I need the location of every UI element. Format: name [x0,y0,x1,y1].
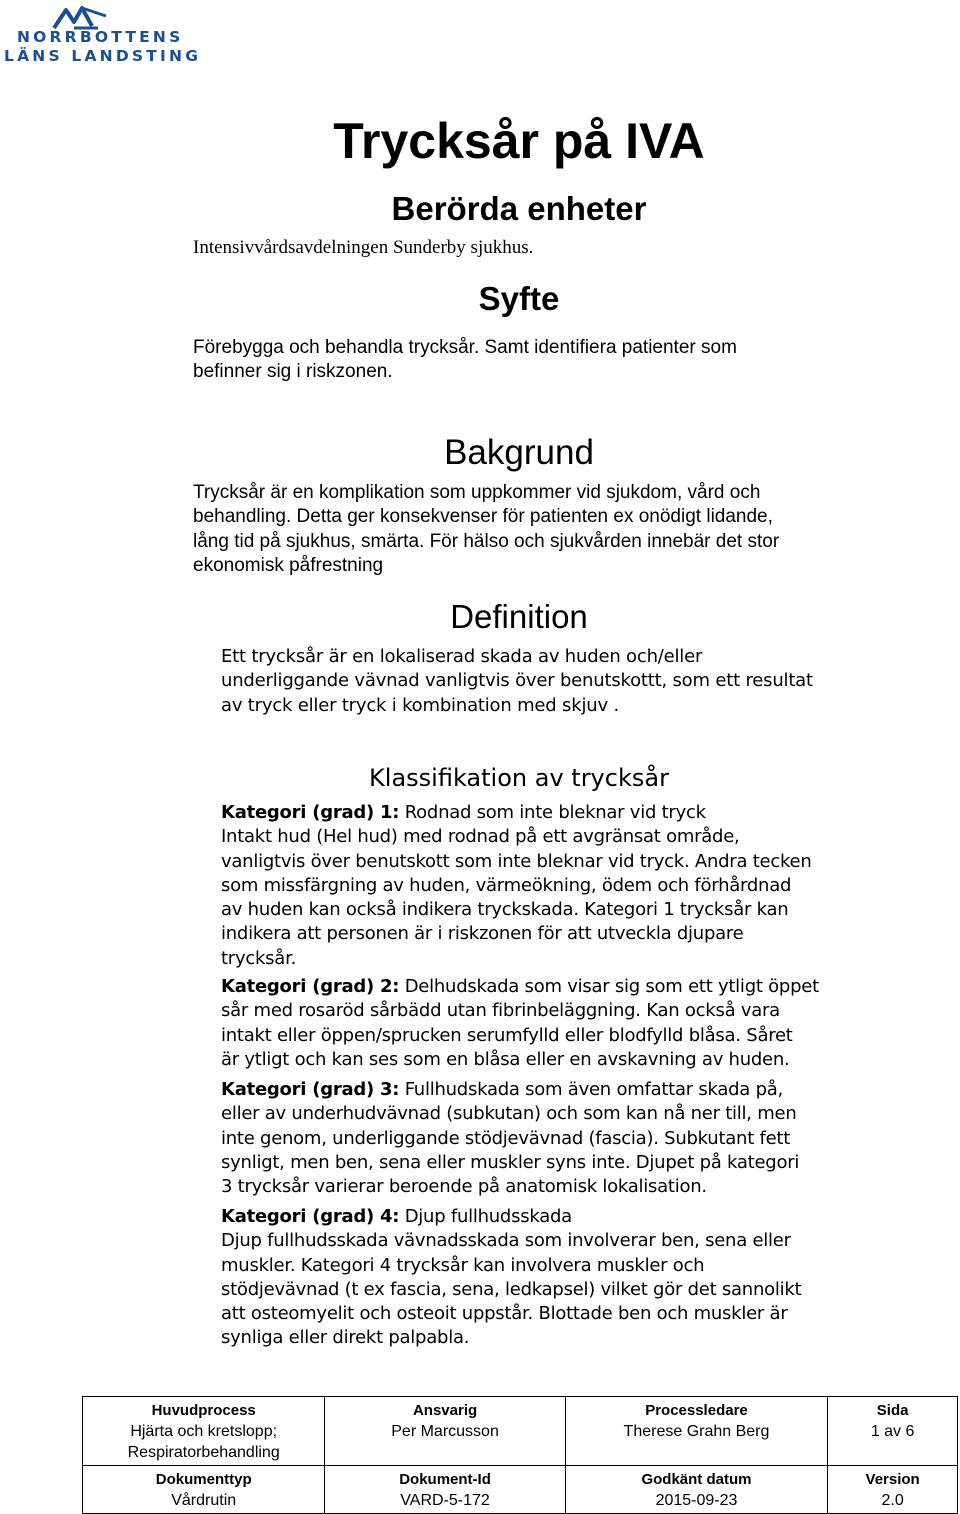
kategori-4-line: synliga eller direkt palpabla. [221,1327,470,1349]
kategori-3-label: Kategori (grad) 3: [221,1079,400,1100]
kategori-3-line: synligt, men ben, sena eller muskler syns inte. Djupet på kategori [221,1151,800,1173]
footer-processledare-label: Processledare [645,1402,748,1419]
kategori-2-block [221,975,851,1072]
page-title: Trycksår på IVA [333,113,705,169]
footer-sida-label: Sida [876,1402,909,1419]
berorda-text: Intensivvårdsavdelningen Sunderby sjukhus. [193,237,534,258]
syfte-line: Förebygga och behandla trycksår. Samt identifiera patienter som [193,337,737,358]
footer-sida-cell [828,1397,958,1466]
kategori-2-label: Kategori (grad) 2: [221,976,400,997]
kategori-1-label: Kategori (grad) 1: [221,802,400,823]
definition-line: av tryck eller tryck i kombination med skjuv . [221,694,619,716]
kategori-1-block [221,801,851,971]
footer-sida-value: 1 av 6 [870,1423,915,1440]
footer-dokumentid-cell [325,1466,565,1514]
footer-dokumentid-value: VARD-5-172 [400,1492,490,1509]
footer-processledare-cell [565,1397,828,1466]
footer-ansvarig-value: Per Marcusson [391,1423,499,1440]
kategori-1-line: trycksår. [221,947,297,969]
footer-ansvarig-cell [325,1397,565,1466]
footer-version-label: Version [865,1471,920,1488]
kategori-2-line: intakt eller öppen/sprucken serumfylld eller blodfylld blåsa. Såret [221,1024,793,1046]
logo-text-line2: LÄNS LANDSTING [4,47,202,65]
kategori-4-line: muskler. Kategori 4 trycksår kan involvera muskler och [221,1254,705,1276]
kategori-1-line: som missfärgning av huden, värmeökning, ödem och förhårdnad [221,874,792,896]
footer-processledare-value: Therese Grahn Berg [623,1423,770,1440]
definition-text [221,645,813,718]
landsting-logo-icon [52,4,108,30]
kategori-2-line: Delhudskada som visar sig som ett ytligt öppet [399,976,819,997]
footer-huvudprocess-cell [83,1397,325,1466]
bakgrund-line: behandling. Detta ger konsekvenser för patienten ex onödigt lidande, [193,506,773,528]
kategori-4-line: stödjevävnad (t ex fascia, sena, ledkapsel) vilket gör det sannolikt [221,1278,802,1300]
kategori-3-line: inte genom, underliggande stödjevävnad (fascia). Subkutant fett [221,1127,791,1149]
syfte-line: befinner sig i riskzonen. [193,361,393,383]
footer-dokumentid-label: Dokument-Id [399,1471,491,1488]
footer-huvudprocess-value: Respiratorbehandling [127,1444,280,1461]
kategori-1-line: Intakt hud (Hel hud) med rodnad på ett avgränsat område, [221,826,740,848]
kategori-4-line: att osteomyelit och osteoit uppstår. Blottade ben och muskler är [221,1303,788,1325]
footer-huvudprocess-value: Hjärta och kretslopp; [130,1423,278,1440]
bakgrund-text [193,481,779,578]
footer-godkant-label: Godkänt datum [641,1471,752,1488]
kategori-1-line: av huden kan också indikera tryckskada. Kategori 1 trycksår kan [221,899,789,921]
footer-dokumenttyp-value: Vårdrutin [171,1492,237,1509]
document-footer-table [82,1396,958,1514]
heading-syfte: Syfte [478,280,560,317]
kategori-1-title: Rodnad som inte bleknar vid tryck [399,802,706,823]
syfte-text [193,336,737,385]
kategori-3-block [221,1078,851,1199]
footer-dokumenttyp-label: Dokumenttyp [155,1471,252,1488]
footer-version-value: 2.0 [881,1492,904,1509]
kategori-2-line: sår med rosaröd sårbädd utan fibrinbeläggning. Kan också vara [221,1000,780,1022]
bakgrund-line: lång tid på sjukhus, smärta. För hälso och sjukvården innebär det stor [193,530,780,552]
footer-godkant-cell [565,1466,828,1514]
footer-huvudprocess-label: Huvudprocess [151,1402,256,1419]
heading-berorda-enheter: Berörda enheter [391,190,647,227]
heading-klassifikation: Klassifikation av trycksår [369,764,669,792]
definition-line: Ett trycksår är en lokaliserad skada av huden och/eller [221,646,703,667]
footer-version-cell [828,1466,958,1514]
heading-definition: Definition [450,598,588,635]
kategori-4-block [221,1205,851,1351]
organization-logo [0,0,202,70]
kategori-3-line: Fullhudskada som även omfattar skada på, [399,1079,783,1100]
heading-bakgrund: Bakgrund [444,433,594,472]
kategori-2-line: är ytligt och kan ses som en blåsa eller en avskavning av huden. [221,1048,790,1070]
kategori-4-line: Djup fullhudsskada vävnadsskada som involverar ben, sena eller [221,1230,791,1252]
logo-text-line1: NORRBOTTENS [17,28,184,46]
definition-line: underliggande vävnad vanligtvis över benutskottt, som ett resultat [221,670,813,692]
bakgrund-line: Trycksår är en komplikation som uppkommer vid sjukdom, vård och [193,482,761,503]
kategori-1-line: vanligtvis över benutskott som inte bleknar vid tryck. Andra tecken [221,850,812,872]
footer-godkant-value: 2015-09-23 [655,1492,738,1509]
kategori-4-label: Kategori (grad) 4: [221,1206,400,1227]
footer-dokumenttyp-cell [83,1466,325,1514]
bakgrund-line: ekonomisk påfrestning [193,554,384,576]
footer-ansvarig-label: Ansvarig [412,1402,478,1419]
kategori-4-title: Djup fullhudsskada [399,1206,572,1227]
kategori-1-line: indikera att personen är i riskzonen för att utveckla djupare [221,923,744,945]
kategori-3-line: eller av underhudvävnad (subkutan) och som kan nå ner till, men [221,1103,797,1125]
kategori-3-line: 3 trycksår varierar beroende på anatomisk lokalisation. [221,1176,707,1198]
